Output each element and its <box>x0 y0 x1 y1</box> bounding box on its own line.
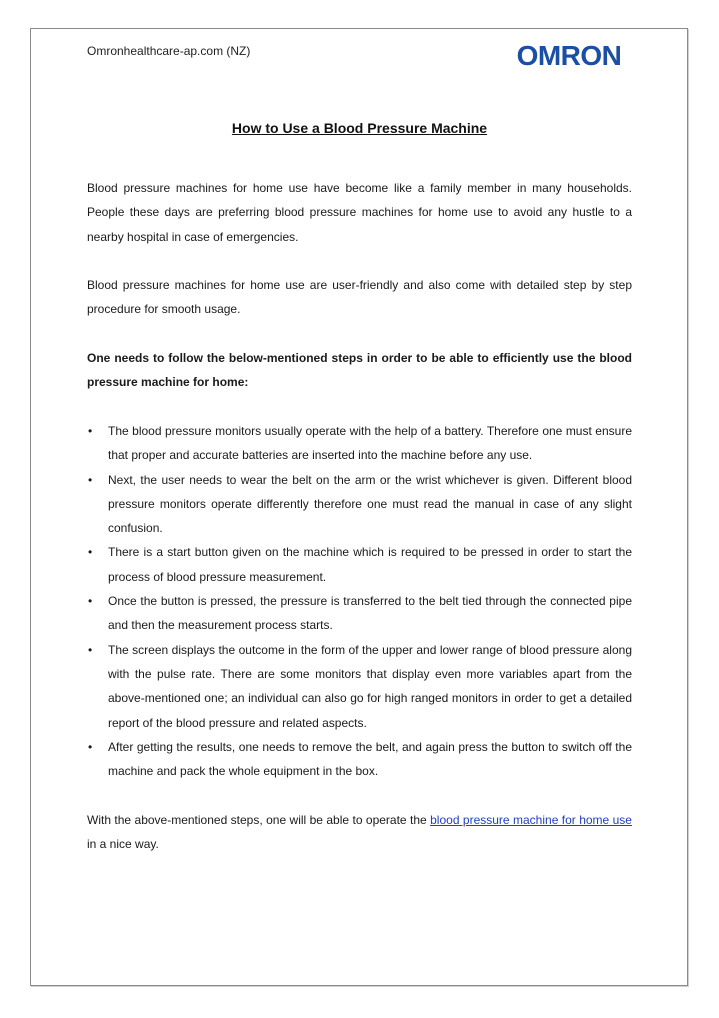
step-item <box>87 638 632 735</box>
step-item <box>87 589 632 638</box>
step-item <box>87 468 632 541</box>
step-text: The blood pressure monitors usually operate with the help of a battery. Therefore one must ensure that proper and accurate batteries are inserted into the machine before any use. <box>108 423 632 463</box>
conclusion-text-before: With the above-mentioned steps, one will be able to operate the <box>87 812 431 827</box>
bullet-icon: • <box>88 642 93 657</box>
usage-paragraph: Blood pressure machines for home use are user-friendly and also come with detailed step by step procedure for smooth usage. <box>87 278 632 317</box>
header-site-name: Omronhealthcare-ap.com (NZ) <box>87 44 251 58</box>
home-bp-machine-link[interactable]: blood pressure machine for home use <box>430 812 632 827</box>
bullet-icon: • <box>88 472 93 487</box>
step-item <box>87 540 632 589</box>
bullet-icon: • <box>88 423 93 438</box>
omron-logo <box>514 38 624 72</box>
step-text: The screen displays the outcome in the form of the upper and lower range of blood pressure along with the pulse rate. There are some monitors that display even more variables apart from the above-mentioned one; an individual can also go for high ranged monitors in order to get a detailed report of the blood pressure and related aspects. <box>108 642 632 730</box>
intro-paragraph: Blood pressure machines for home use have become like a family member in many households. People these days are preferring blood pressure machines for home use to avoid any hustle to a nearby hospital in case of emergencies. <box>87 181 632 244</box>
document-title: How to Use a Blood Pressure Machine <box>231 120 488 136</box>
svg-text:OMRON: OMRON <box>516 40 622 71</box>
steps-intro: One needs to follow the below-mentioned steps in order to be able to efficiently use the blood pressure machine for home: <box>87 351 632 390</box>
step-text: After getting the results, one needs to remove the belt, and again press the button to switch off the machine and pack the whole equipment in the box. <box>108 739 632 779</box>
conclusion-text-after: in a nice way. <box>87 837 159 852</box>
conclusion-paragraph <box>87 808 632 857</box>
bullet-icon: • <box>88 594 93 609</box>
step-text: Next, the user needs to wear the belt on the arm or the wrist whichever is given. Different blood pressure monitors operate differently therefore one must read the manual in case of any slight confusion. <box>108 472 632 536</box>
step-item <box>87 735 632 784</box>
step-text: Once the button is pressed, the pressure is transferred to the belt tied through the connected pipe and then the measurement process starts. <box>108 594 632 633</box>
step-item <box>87 419 632 468</box>
document-body <box>87 176 632 856</box>
bullet-icon: • <box>88 739 93 754</box>
steps-list <box>87 419 632 783</box>
bullet-icon: • <box>88 545 93 560</box>
step-text: There is a start button given on the machine which is required to be pressed in order to start the process of blood pressure measurement. <box>108 545 632 584</box>
